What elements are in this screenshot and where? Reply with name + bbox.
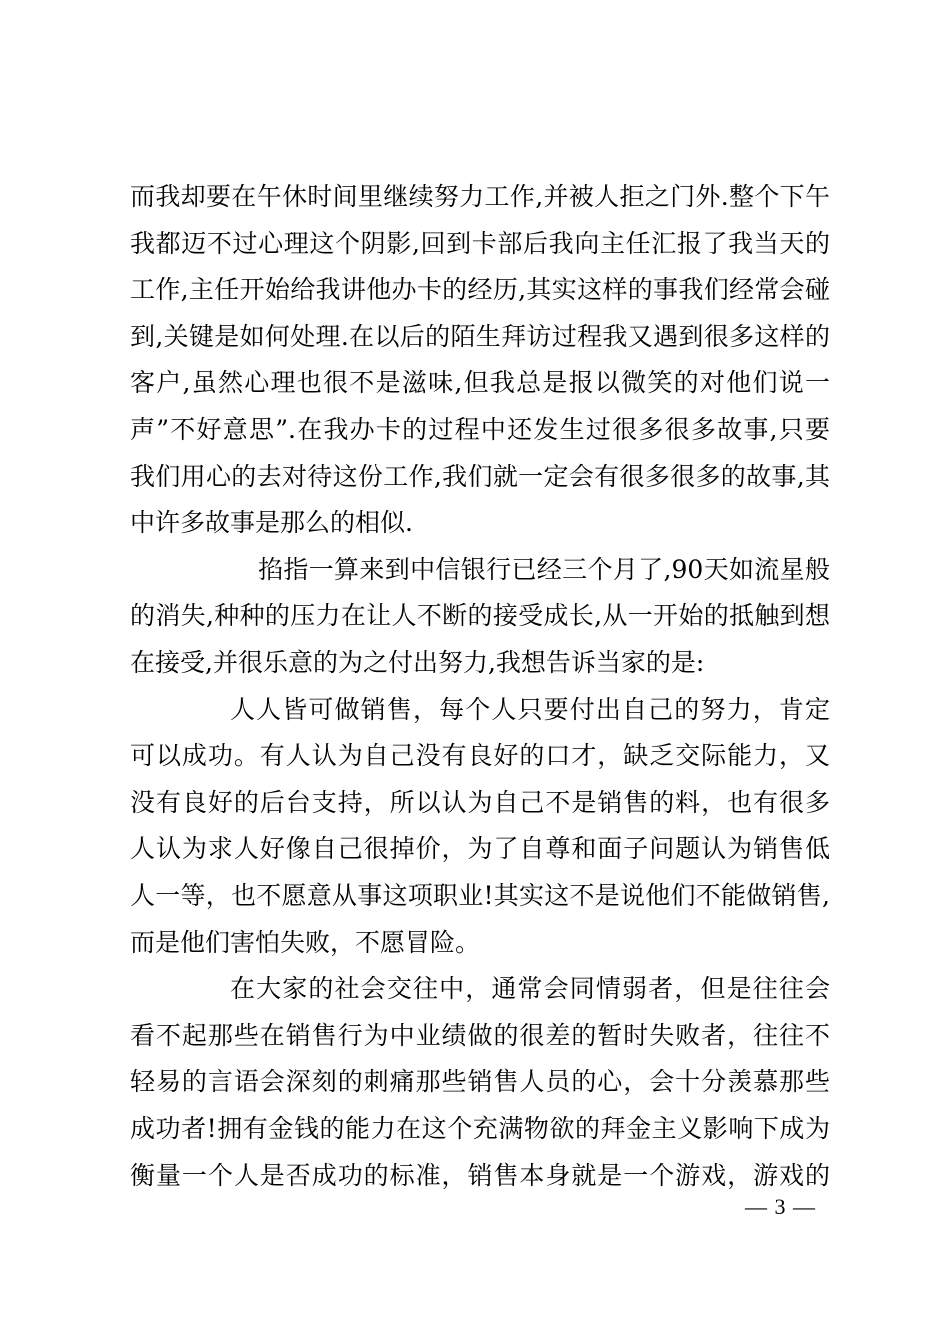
text-line: 衡量一个人是否成功的标准，销售本身就是一个游戏，游戏的 xyxy=(130,1161,830,1190)
text-line: 人一等，也不愿意从事这项职业!其实这不是说他们不能做销售, xyxy=(130,881,830,910)
text-line: 人人皆可做销售，每个人只要付出自己的努力，肯定 xyxy=(230,695,830,724)
text-line: 成功者!拥有金钱的能力在这个充满物欲的拜金主义影响下成为 xyxy=(130,1114,830,1143)
text-line: 人认为求人好像自己很掉价，为了自尊和面子问题认为销售低 xyxy=(130,834,830,863)
text-line: 我们用心的去对待这份工作,我们就一定会有很多很多的故事,其 xyxy=(130,462,830,491)
text-line: 的消失,种种的压力在让人不断的接受成长,从一开始的抵触到想 xyxy=(130,601,830,630)
text-line: 而我却要在午休时间里继续努力工作,并被人拒之门外.整个下午 xyxy=(130,182,830,211)
page-number: — 3 — xyxy=(745,1194,816,1219)
text-line: 在接受,并很乐意的为之付出努力,我想告诉当家的是: xyxy=(130,648,705,677)
text-line: 而是他们害怕失败，不愿冒险。 xyxy=(130,928,481,957)
text-line: 可以成功。有人认为自己没有良好的口才，缺乏交际能力，又 xyxy=(130,741,830,770)
text-line: 客户,虽然心理也很不是滋味,但我总是报以微笑的对他们说一 xyxy=(130,368,830,397)
text-line: 掐指一算来到中信银行已经三个月了,90天如流星般 xyxy=(258,555,830,584)
text-line: 我都迈不过心理这个阴影,回到卡部后我向主任汇报了我当天的 xyxy=(130,229,830,258)
text-line: 声”不好意思”.在我办卡的过程中还发生过很多很多故事,只要 xyxy=(130,415,830,444)
text-line: 没有良好的后台支持，所以认为自己不是销售的料，也有很多 xyxy=(130,788,830,817)
text-line: 工作,主任开始给我讲他办卡的经历,其实这样的事我们经常会碰 xyxy=(130,275,830,304)
text-line: 在大家的社会交往中，通常会同情弱者，但是往往会 xyxy=(230,974,830,1003)
text-line: 中许多故事是那么的相似. xyxy=(130,508,413,537)
text-line: 到,关键是如何处理.在以后的陌生拜访过程我又遇到很多这样的 xyxy=(130,322,830,351)
text-line: 轻易的言语会深刻的刺痛那些销售人员的心，会十分羡慕那些 xyxy=(130,1067,830,1096)
text-line: 看不起那些在销售行为中业绩做的很差的暂时失败者，往往不 xyxy=(130,1021,830,1050)
